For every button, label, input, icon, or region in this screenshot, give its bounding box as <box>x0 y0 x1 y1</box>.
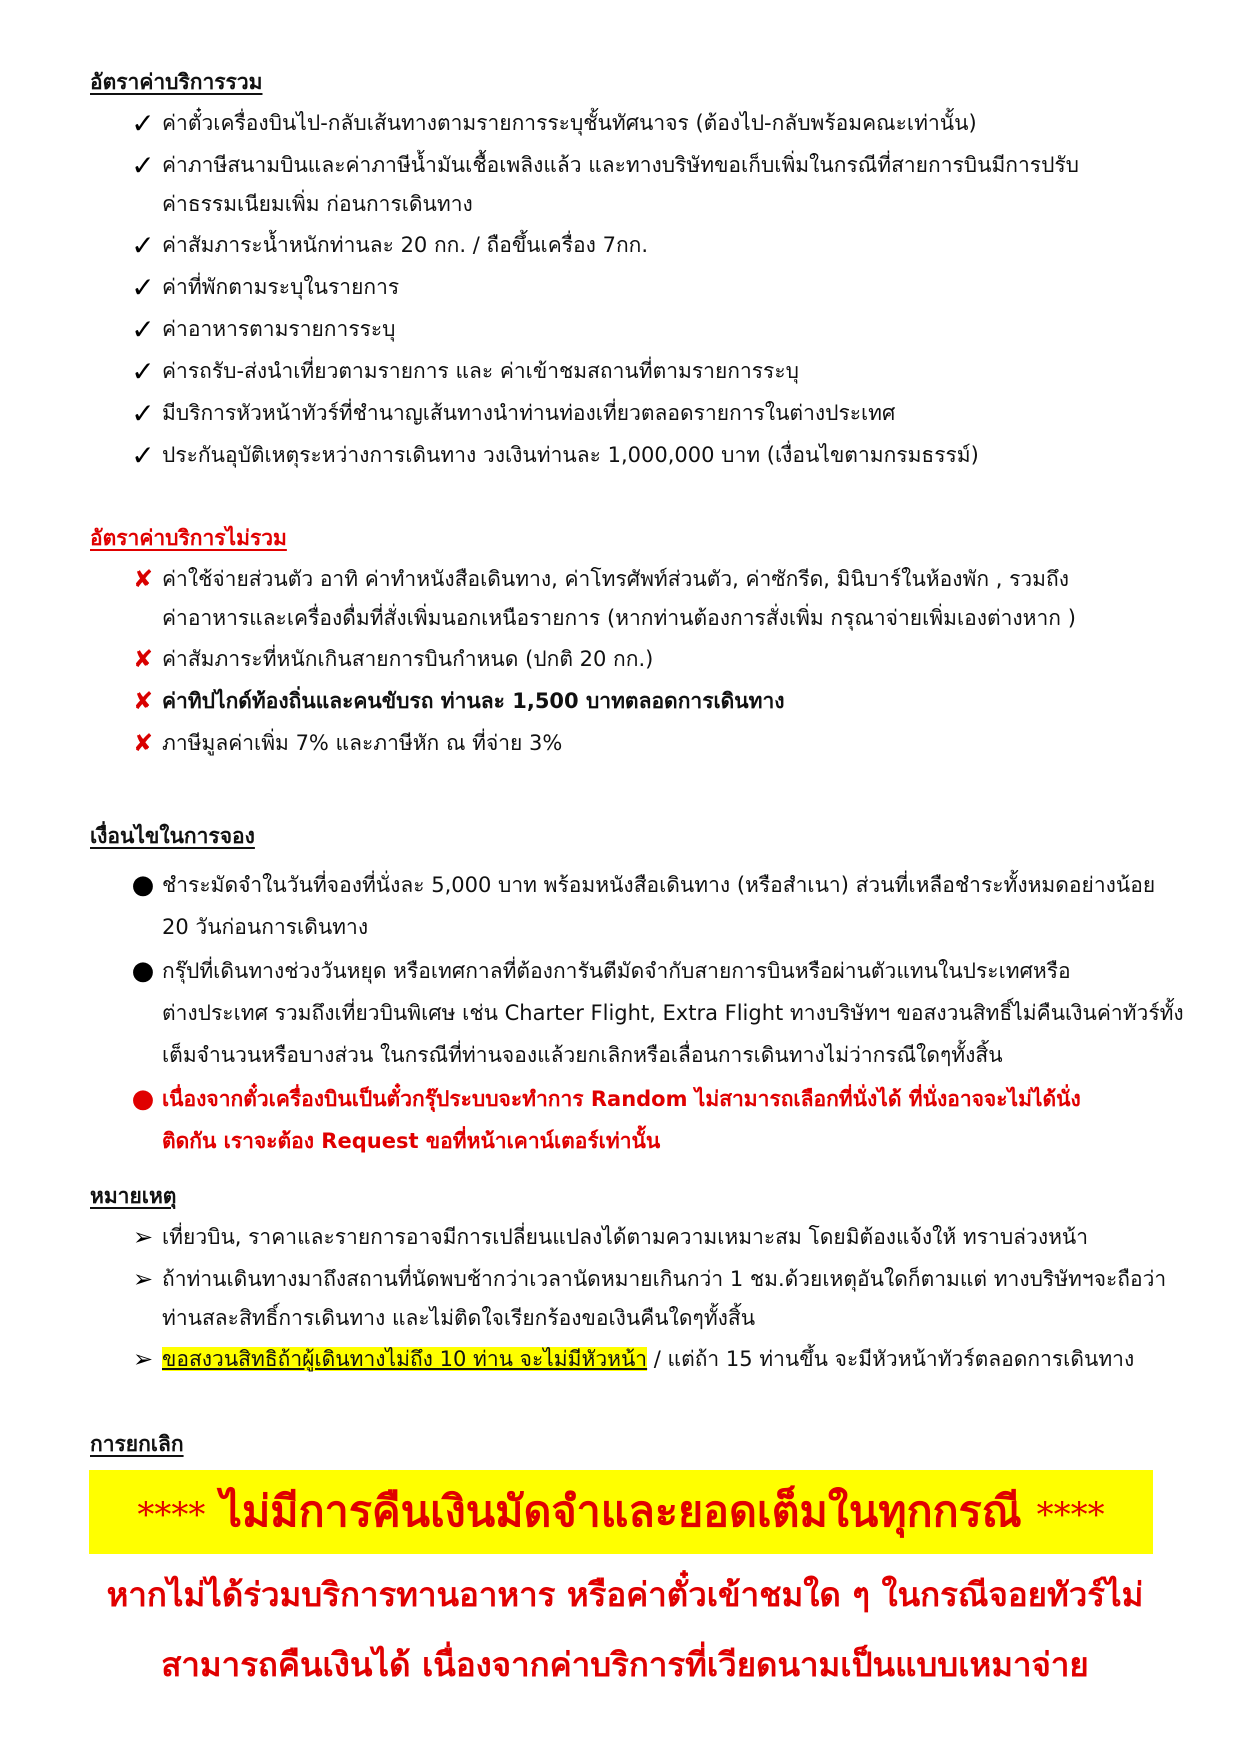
banner-text: ไม่มีการคืนเงินมัดจำและยอดเต็มในทุกกรณี <box>205 1487 1037 1537</box>
bullet-dot-icon: ● <box>131 956 155 986</box>
item-text: ค่ารถรับ-ส่งนำเที่ยวตามรายการ และ ค่าเข้าชมสถานที่ตามรายการระบุ <box>162 359 799 383</box>
item-text: ถ้าท่านเดินทางมาถึงสถานที่นัดพบช้ากว่าเวลานัดหมายเกินกว่า 1 ชม.ด้วยเหตุอันใดก็ตามแต่ ทางบริษัทฯจะถือว่า <box>162 1267 1167 1291</box>
section-title-excluded: อัตราค่าบริการไม่รวม <box>90 526 287 550</box>
item-text: เที่ยวบิน, ราคาและรายการอาจมีการเปลี่ยนแปลงได้ตามความเหมาะสม โดยมิต้องแจ้งให้ ทราบล่วงหน้า <box>162 1225 1089 1249</box>
cross-mark-icon: ✘ <box>132 729 154 757</box>
banner-stars-right: **** <box>1036 1495 1105 1535</box>
item-text: ค่าธรรมเนียมเพิ่ม ก่อนการเดินทาง <box>162 192 473 216</box>
item-text: กรุ๊ปที่เดินทางช่วงวันหยุด หรือเทศกาลที่ต้องการันตีมัดจำกับสายการบินหรือผ่านตัวแทนในประเทศหรือ <box>162 959 1071 983</box>
item-text: ค่าสัมภาระที่หนักเกินสายการบินกำหนด (ปกติ 20 กก.) <box>162 647 654 671</box>
section-title-included: อัตราค่าบริการรวม <box>90 70 263 94</box>
arrow-bullet-icon: ➢ <box>132 1345 154 1373</box>
check-mark-icon: ✓ <box>131 439 155 472</box>
check-mark-icon: ✓ <box>131 107 155 140</box>
arrow-bullet-icon: ➢ <box>132 1223 154 1251</box>
item-text: ภาษีมูลค่าเพิ่ม 7% และภาษีหัก ณ ที่จ่าย 3% <box>162 731 563 755</box>
item-text: ค่าสัมภาระน้ำหนักท่านละ 20 กก. / ถือขึ้นเครื่อง 7กก. <box>162 233 649 257</box>
no-refund-banner <box>89 1470 1153 1554</box>
item-text: ค่าอาหารและเครื่องดื่มที่สั่งเพิ่มนอกเหนือรายการ (หากท่านต้องการสั่งเพิ่ม กรุณาจ่ายเพิ่มเองต่างหาก ) <box>162 606 1076 630</box>
item-text: ค่าภาษีสนามบินและค่าภาษีน้ำมันเชื้อเพลิงแล้ว และทางบริษัทขอเก็บเพิ่มในกรณีที่สายการบินมีการปรับ <box>162 153 1080 177</box>
arrow-bullet-icon: ➢ <box>132 1265 154 1293</box>
section-title-booking: เงื่อนไขในการจอง <box>90 824 255 848</box>
item-text: ค่าตั๋วเครื่องบินไป-กลับเส้นทางตามรายการระบุชั้นทัศนาจร (ต้องไป-กลับพร้อมคณะเท่านั้น) <box>162 111 977 135</box>
section-title-notes: หมายเหตุ <box>90 1184 177 1208</box>
item-text: มีบริการหัวหน้าทัวร์ที่ชำนาญเส้นทางนำท่านท่องเที่ยวตลอดรายการในต่างประเทศ <box>162 401 896 425</box>
check-mark-icon: ✓ <box>131 271 155 304</box>
item-text: เนื่องจากตั๋วเครื่องบินเป็นตั๋วกรุ๊ประบบจะทำการ Random ไม่สามารถเลือกที่นั่งได้ ที่นั่งอาจจะไม่ได้นั่ง <box>162 1087 1081 1111</box>
item-text: ประกันอุบัติเหตุระหว่างการเดินทาง วงเงินท่านละ 1,000,000 บาท (เงื่อนไขตามกรมธรรม์) <box>162 443 979 467</box>
note-rest: / แต่ถ้า 15 ท่านขึ้น จะมีหัวหน้าทัวร์ตลอดการเดินทาง <box>647 1347 1135 1371</box>
cross-mark-icon: ✘ <box>132 645 154 673</box>
item-text: 20 วันก่อนการเดินทาง <box>162 915 369 939</box>
check-mark-icon: ✓ <box>131 355 155 388</box>
item-text: ค่าอาหารตามรายการระบุ <box>162 317 396 341</box>
item-text: ค่าใช้จ่ายส่วนตัว อาทิ ค่าทำหนังสือเดินทาง, ค่าโทรศัพท์ส่วนตัว, ค่าซักรีด, มินิบาร์ในห้องพัก , รวมถึง <box>162 567 1069 591</box>
item-text-tip: ค่าทิปไกด์ท้องถิ่นและคนขับรถ ท่านละ 1,500 บาทตลอดการเดินทาง <box>162 689 785 713</box>
item-text: ค่าที่พักตามระบุในรายการ <box>162 275 400 299</box>
check-mark-icon: ✓ <box>131 397 155 430</box>
cross-mark-icon: ✘ <box>132 565 154 593</box>
item-text: ติดกัน เราจะต้อง Request ขอที่หน้าเคาน์เตอร์เท่านั้น <box>162 1129 661 1153</box>
check-mark-icon: ✓ <box>131 313 155 346</box>
footer-line-2: สามารถคืนเงินได้ เนื่องจากค่าบริการที่เวียดนามเป็นแบบเหมาจ่าย <box>161 1645 1089 1684</box>
cross-mark-icon: ✘ <box>132 687 154 715</box>
check-mark-icon: ✓ <box>131 229 155 262</box>
bullet-dot-icon: ● <box>131 1084 155 1114</box>
highlighted-note: ขอสงวนสิทธิถ้าผู้เดินทางไม่ถึง 10 ท่าน จะไม่มีหัวหน้า <box>162 1347 648 1371</box>
item-text: ท่านสละสิทธิ์การเดินทาง และไม่ติดใจเรียกร้องขอเงินคืนใดๆทั้งสิ้น <box>162 1306 756 1330</box>
footer-line-1: หากไม่ได้ร่วมบริการทานอาหาร หรือค่าตั๋วเข้าชมใด ๆ ในกรณีจอยทัวร์ไม่ <box>106 1575 1144 1614</box>
item-text: ชำระมัดจำในวันที่จองที่นั่งละ 5,000 บาท พร้อมหนังสือเดินทาง (หรือสำเนา) ส่วนที่เหลือชำระทั้งหมดอย่างน้อย <box>162 873 1156 897</box>
item-text: ต่างประเทศ รวมถึงเที่ยวบินพิเศษ เช่น Charter Flight, Extra Flight ทางบริษัทฯ ขอสงวนสิทธิ์ไม่คืนเงินค่าทัวร์ทั้ง <box>162 1001 1184 1025</box>
section-title-cancel: การยกเลิก <box>90 1432 184 1456</box>
item-text: เต็มจำนวนหรือบางส่วน ในกรณีที่ท่านจองแล้วยกเลิกหรือเลื่อนการเดินทางไม่ว่ากรณีใดๆทั้งสิ้น <box>162 1043 1003 1067</box>
check-mark-icon: ✓ <box>131 149 155 182</box>
bullet-dot-icon: ● <box>131 870 155 900</box>
banner-stars-left: **** <box>137 1495 206 1535</box>
